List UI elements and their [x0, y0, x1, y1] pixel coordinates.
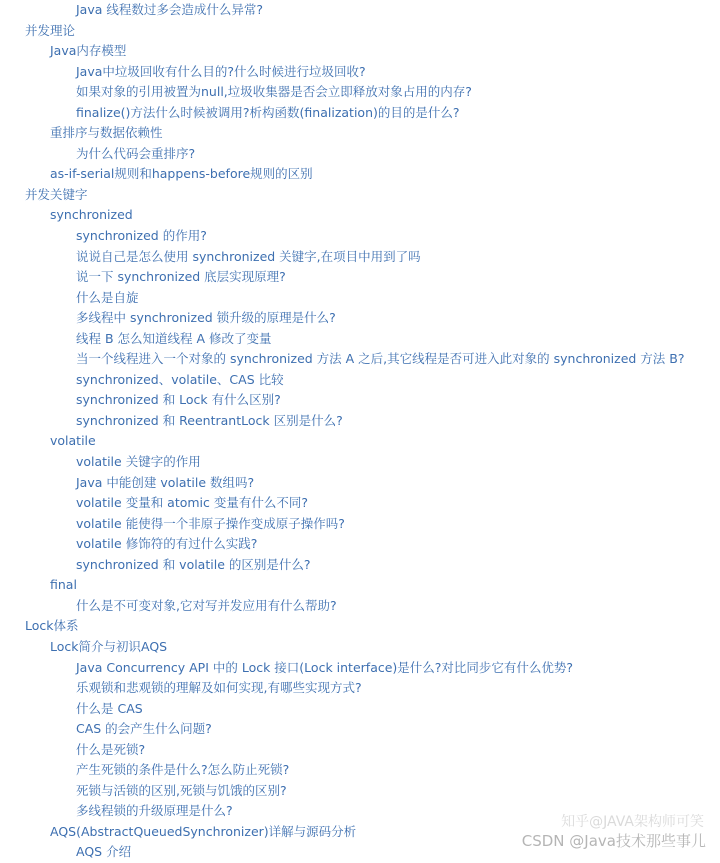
toc-item-level-3[interactable]: [0, 719, 720, 740]
zhihu-watermark-logo: 知乎: [561, 814, 590, 830]
toc-item-level-2[interactable]: [0, 431, 720, 452]
toc-item-level-3[interactable]: [0, 781, 720, 802]
toc-link[interactable]: volatile 能使得一个非原子操作变成原子操作吗?: [76, 515, 345, 531]
toc-item-level-3[interactable]: [0, 308, 720, 329]
toc-item-level-1[interactable]: [0, 185, 720, 206]
toc-link[interactable]: 多线程中 synchronized 锁升级的原理是什么?: [76, 310, 336, 326]
toc-link[interactable]: 乐观锁和悲观锁的理解及如何实现,有哪些实现方式?: [76, 680, 362, 696]
toc-link[interactable]: synchronized 和 volatile 的区别是什么?: [76, 556, 311, 572]
toc-item-level-3[interactable]: [0, 329, 720, 350]
toc-item-level-3[interactable]: [0, 555, 720, 576]
toc-link[interactable]: volatile 修饰符的有过什么实践?: [76, 536, 258, 552]
toc-link[interactable]: 产生死锁的条件是什么?怎么防止死锁?: [76, 762, 290, 778]
toc-item-level-2[interactable]: [0, 123, 720, 144]
toc-item-level-2[interactable]: [0, 164, 720, 185]
toc-link[interactable]: as-if-serial规则和happens-before规则的区别: [50, 166, 313, 182]
toc-link[interactable]: synchronized: [50, 207, 133, 223]
toc-link[interactable]: Java Concurrency API 中的 Lock 接口(Lock interface)是什么?对比同步它有什么优势?: [76, 659, 574, 675]
toc-item-level-3[interactable]: [0, 0, 720, 21]
toc-link[interactable]: volatile 关键字的作用: [76, 454, 201, 470]
toc-link[interactable]: Java中垃圾回收有什么目的?什么时候进行垃圾回收?: [76, 63, 366, 79]
toc-item-level-3[interactable]: [0, 801, 720, 822]
csdn-watermark: CSDN @Java技术那些事儿: [521, 832, 706, 850]
toc-link[interactable]: 什么是自旋: [76, 289, 139, 305]
toc-item-level-2[interactable]: [0, 637, 720, 658]
toc-link[interactable]: Lock体系: [25, 618, 79, 634]
toc-link[interactable]: 什么是死锁?: [76, 741, 146, 757]
toc-link[interactable]: AQS(AbstractQueuedSynchronizer)详解与源码分析: [50, 823, 357, 839]
toc-item-level-1[interactable]: [0, 21, 720, 42]
toc-link[interactable]: 什么是 CAS: [76, 700, 143, 716]
toc-link[interactable]: Java内存模型: [50, 43, 127, 59]
toc-item-level-3[interactable]: [0, 349, 720, 370]
toc-link[interactable]: synchronized、volatile、CAS 比较: [76, 371, 284, 387]
toc-link[interactable]: 线程 B 怎么知道线程 A 修改了变量: [76, 330, 272, 346]
toc-link[interactable]: synchronized 的作用?: [76, 228, 207, 244]
toc-item-level-3[interactable]: [0, 658, 720, 679]
toc-link[interactable]: final: [50, 577, 77, 593]
zhihu-watermark-handle: @JAVA架构师可笑: [589, 814, 704, 830]
toc-item-level-3[interactable]: [0, 493, 720, 514]
toc-link[interactable]: volatile: [50, 433, 96, 449]
toc-item-level-3[interactable]: [0, 247, 720, 268]
toc-item-level-3[interactable]: [0, 226, 720, 247]
toc-link[interactable]: synchronized 和 Lock 有什么区别?: [76, 392, 281, 408]
toc-item-level-3[interactable]: [0, 103, 720, 124]
toc-link[interactable]: synchronized 和 ReentrantLock 区别是什么?: [76, 412, 343, 428]
toc-item-level-3[interactable]: [0, 534, 720, 555]
toc-item-level-3[interactable]: [0, 699, 720, 720]
toc-item-level-3[interactable]: [0, 370, 720, 391]
toc-link[interactable]: volatile 变量和 atomic 变量有什么不同?: [76, 495, 309, 511]
toc-link[interactable]: CAS 的会产生什么问题?: [76, 721, 212, 737]
toc-link[interactable]: 重排序与数据依赖性: [50, 125, 163, 141]
toc-item-level-2[interactable]: [0, 41, 720, 62]
toc-item-level-3[interactable]: [0, 288, 720, 309]
toc-link[interactable]: 如果对象的引用被置为null,垃圾收集器是否会立即释放对象占用的内存?: [76, 84, 472, 100]
toc-item-level-2[interactable]: [0, 575, 720, 596]
toc-link[interactable]: AQS 介绍: [76, 844, 132, 860]
toc-link[interactable]: Java 中能创建 volatile 数组吗?: [76, 474, 255, 490]
toc-link[interactable]: 并发关键字: [25, 186, 88, 202]
toc-item-level-3[interactable]: [0, 514, 720, 535]
toc-link[interactable]: 多线程锁的升级原理是什么?: [76, 803, 233, 819]
toc-link[interactable]: 并发理论: [25, 22, 76, 38]
toc-item-level-1[interactable]: [0, 616, 720, 637]
toc-item-level-3[interactable]: [0, 62, 720, 83]
toc-item-level-3[interactable]: [0, 740, 720, 761]
toc-item-level-3[interactable]: [0, 596, 720, 617]
toc-item-level-3[interactable]: [0, 144, 720, 165]
toc-link[interactable]: 什么是不可变对象,它对写并发应用有什么帮助?: [76, 597, 337, 613]
toc-link[interactable]: 说说自己是怎么使用 synchronized 关键字,在项目中用到了吗: [76, 248, 421, 264]
toc-item-level-3[interactable]: [0, 842, 720, 863]
toc-item-level-3[interactable]: [0, 760, 720, 781]
toc-item-level-3[interactable]: [0, 473, 720, 494]
toc-item-level-3[interactable]: [0, 452, 720, 473]
toc-item-level-3[interactable]: [0, 390, 720, 411]
toc-link[interactable]: 为什么代码会重排序?: [76, 145, 196, 161]
toc-item-level-3[interactable]: [0, 678, 720, 699]
toc-link[interactable]: 死锁与活锁的区别,死锁与饥饿的区别?: [76, 782, 287, 798]
toc-item-level-2[interactable]: [0, 822, 720, 843]
toc-link[interactable]: 当一个线程进入一个对象的 synchronized 方法 A 之后,其它线程是否可进入此对象的 synchronized 方法 B?: [76, 351, 685, 367]
toc-item-level-3[interactable]: [0, 82, 720, 103]
toc-link[interactable]: Java 线程数过多会造成什么异常?: [76, 2, 264, 17]
toc-link[interactable]: 说一下 synchronized 底层实现原理?: [76, 269, 286, 285]
toc-item-level-3[interactable]: [0, 267, 720, 288]
toc-item-level-3[interactable]: [0, 411, 720, 432]
toc-item-level-2[interactable]: [0, 205, 720, 226]
toc-link[interactable]: finalize()方法什么时候被调用?析构函数(finalization)的目的是什么?: [76, 104, 460, 120]
toc-link[interactable]: Lock简介与初识AQS: [50, 638, 168, 654]
